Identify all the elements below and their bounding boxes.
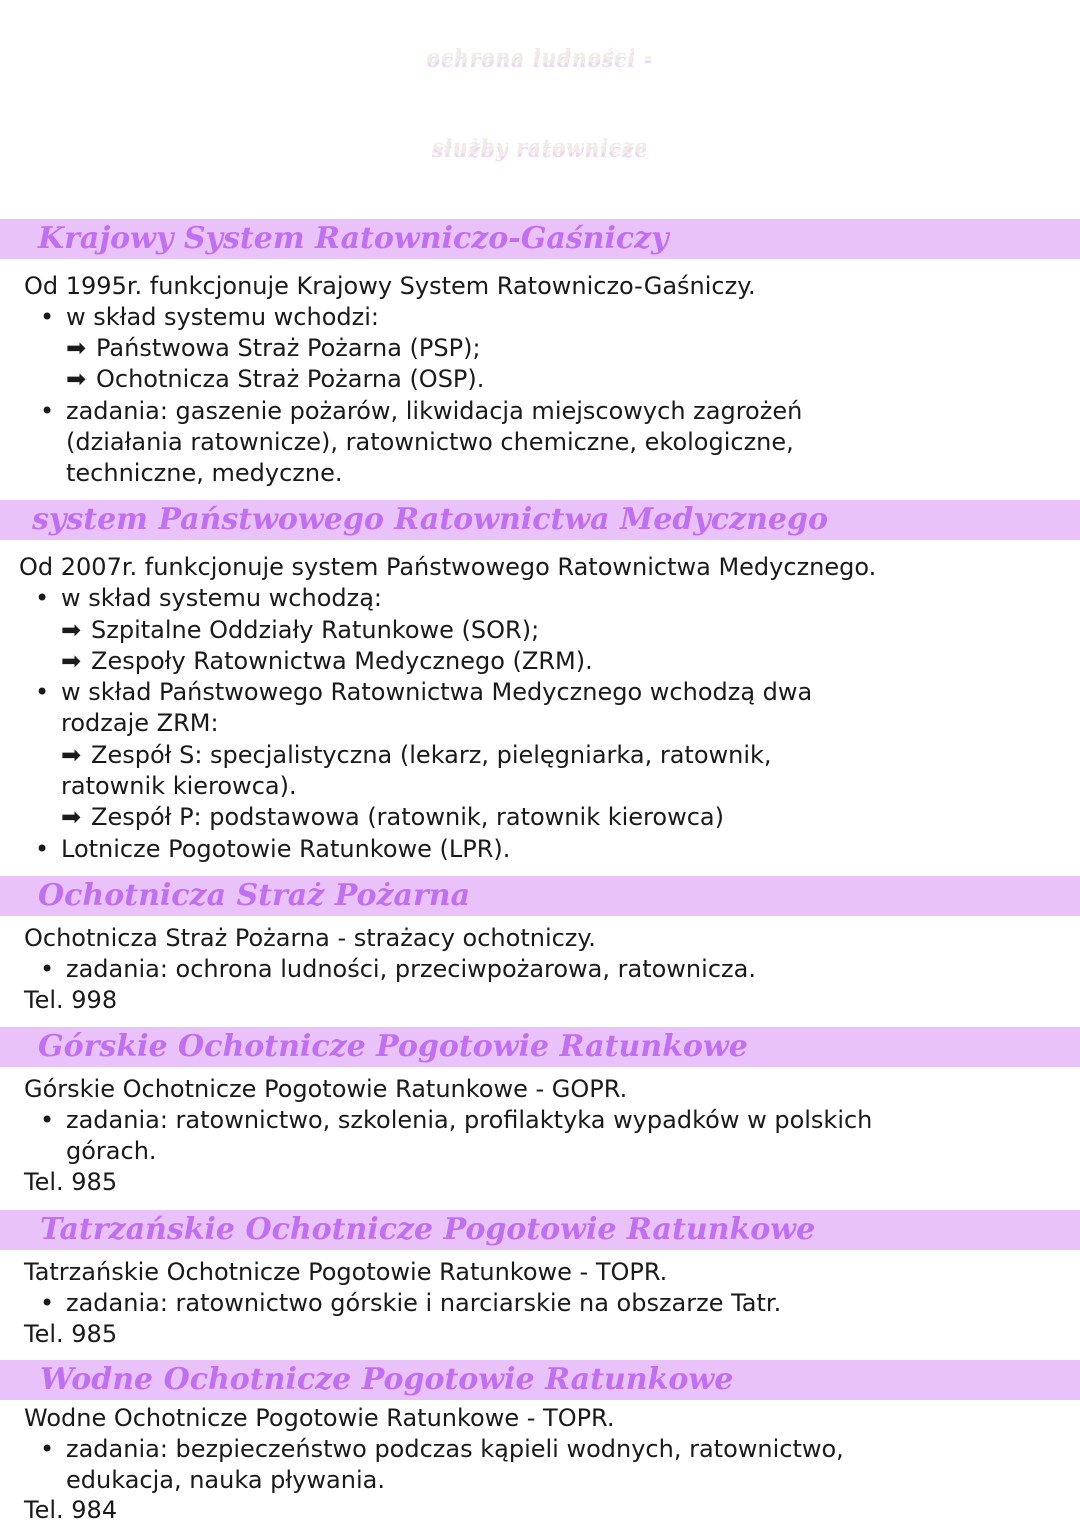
- list-item-continued: ratownik kierowca).: [61, 772, 297, 800]
- phone-number: Tel. 985: [24, 1320, 118, 1348]
- list-item: • zadania: ochrona ludności, przeciwpożarowa, ratownicza.: [66, 954, 756, 985]
- section-intro: Wodne Ochotnicze Pogotowie Ratunkowe - TOPR.: [24, 1404, 615, 1432]
- list-item: • w skład Państwowego Ratownictwa Medycznego wchodzą dwa: [61, 677, 812, 708]
- list-item: • w skład systemu wchodzą:: [61, 583, 382, 614]
- arrow-item: ➡ Zespoły Ratownictwa Medycznego (ZRM).: [61, 647, 593, 675]
- section-heading-topr: Tatrzańskie Ochotnicze Pogotowie Ratunkowe: [40, 1212, 816, 1247]
- phone-number: Tel. 998: [24, 986, 118, 1014]
- page-title-line-1: ochrona ludności -: [426, 44, 654, 68]
- list-item-continued: rodzaje ZRM:: [61, 709, 219, 737]
- arrow-item: ➡ Ochotnicza Straż Pożarna (OSP).: [66, 365, 485, 393]
- section-heading-gopr: Górskie Ochotnicze Pogotowie Ratunkowe: [38, 1029, 748, 1064]
- arrow-item: ➡ Zespół P: podstawowa (ratownik, ratownik kierowca): [61, 803, 724, 831]
- page-title-line-2: służby ratownicze: [431, 134, 649, 158]
- arrow-icon: ➡: [66, 365, 87, 393]
- section-intro: Od 1995r. funkcjonuje Krajowy System Ratowniczo-Gaśniczy.: [24, 272, 756, 300]
- phone-number: Tel. 985: [24, 1168, 118, 1196]
- arrow-item: ➡ Zespół S: specjalistyczna (lekarz, pielęgniarka, ratownik,: [61, 741, 772, 769]
- section-heading-prm: system Państwowego Ratownictwa Medycznego: [32, 502, 828, 537]
- arrow-icon: ➡: [61, 803, 82, 831]
- list-item-continued: techniczne, medyczne.: [66, 459, 343, 487]
- section-intro: Tatrzańskie Ochotnicze Pogotowie Ratunkowe - TOPR.: [24, 1258, 668, 1286]
- arrow-icon: ➡: [61, 741, 82, 769]
- list-item: • zadania: gaszenie pożarów, likwidacja miejscowych zagrożeń: [66, 396, 802, 427]
- list-item: • zadania: ratownictwo, szkolenia, profilaktyka wypadków w polskich: [66, 1105, 872, 1136]
- section-heading-wopr: Wodne Ochotnicze Pogotowie Ratunkowe: [40, 1362, 734, 1397]
- section-intro: Górskie Ochotnicze Pogotowie Ratunkowe - GOPR.: [24, 1075, 628, 1103]
- list-item: • Lotnicze Pogotowie Ratunkowe (LPR).: [61, 834, 510, 865]
- phone-number: Tel. 984: [24, 1496, 118, 1524]
- list-item: • zadania: bezpieczeństwo podczas kąpieli wodnych, ratownictwo,: [66, 1434, 844, 1465]
- list-item-continued: edukacja, nauka pływania.: [66, 1466, 385, 1494]
- list-item-continued: górach.: [66, 1137, 157, 1165]
- arrow-item: ➡ Szpitalne Oddziały Ratunkowe (SOR);: [61, 616, 540, 644]
- list-item-continued: (działania ratownicze), ratownictwo chemiczne, ekologiczne,: [66, 428, 794, 456]
- arrow-item: ➡ Państwowa Straż Pożarna (PSP);: [66, 334, 481, 362]
- section-heading-osp: Ochotnicza Straż Pożarna: [38, 878, 471, 913]
- section-heading-ksrg: Krajowy System Ratowniczo-Gaśniczy: [38, 221, 669, 256]
- list-item: • zadania: ratownictwo górskie i narciarskie na obszarze Tatr.: [66, 1288, 781, 1319]
- section-intro: Ochotnicza Straż Pożarna - strażacy ochotniczy.: [24, 924, 596, 952]
- section-intro: Od 2007r. funkcjonuje system Państwowego Ratownictwa Medycznego.: [19, 553, 877, 581]
- arrow-icon: ➡: [61, 647, 82, 675]
- arrow-icon: ➡: [61, 616, 82, 644]
- arrow-icon: ➡: [66, 334, 87, 362]
- list-item: • w skład systemu wchodzi:: [66, 302, 379, 333]
